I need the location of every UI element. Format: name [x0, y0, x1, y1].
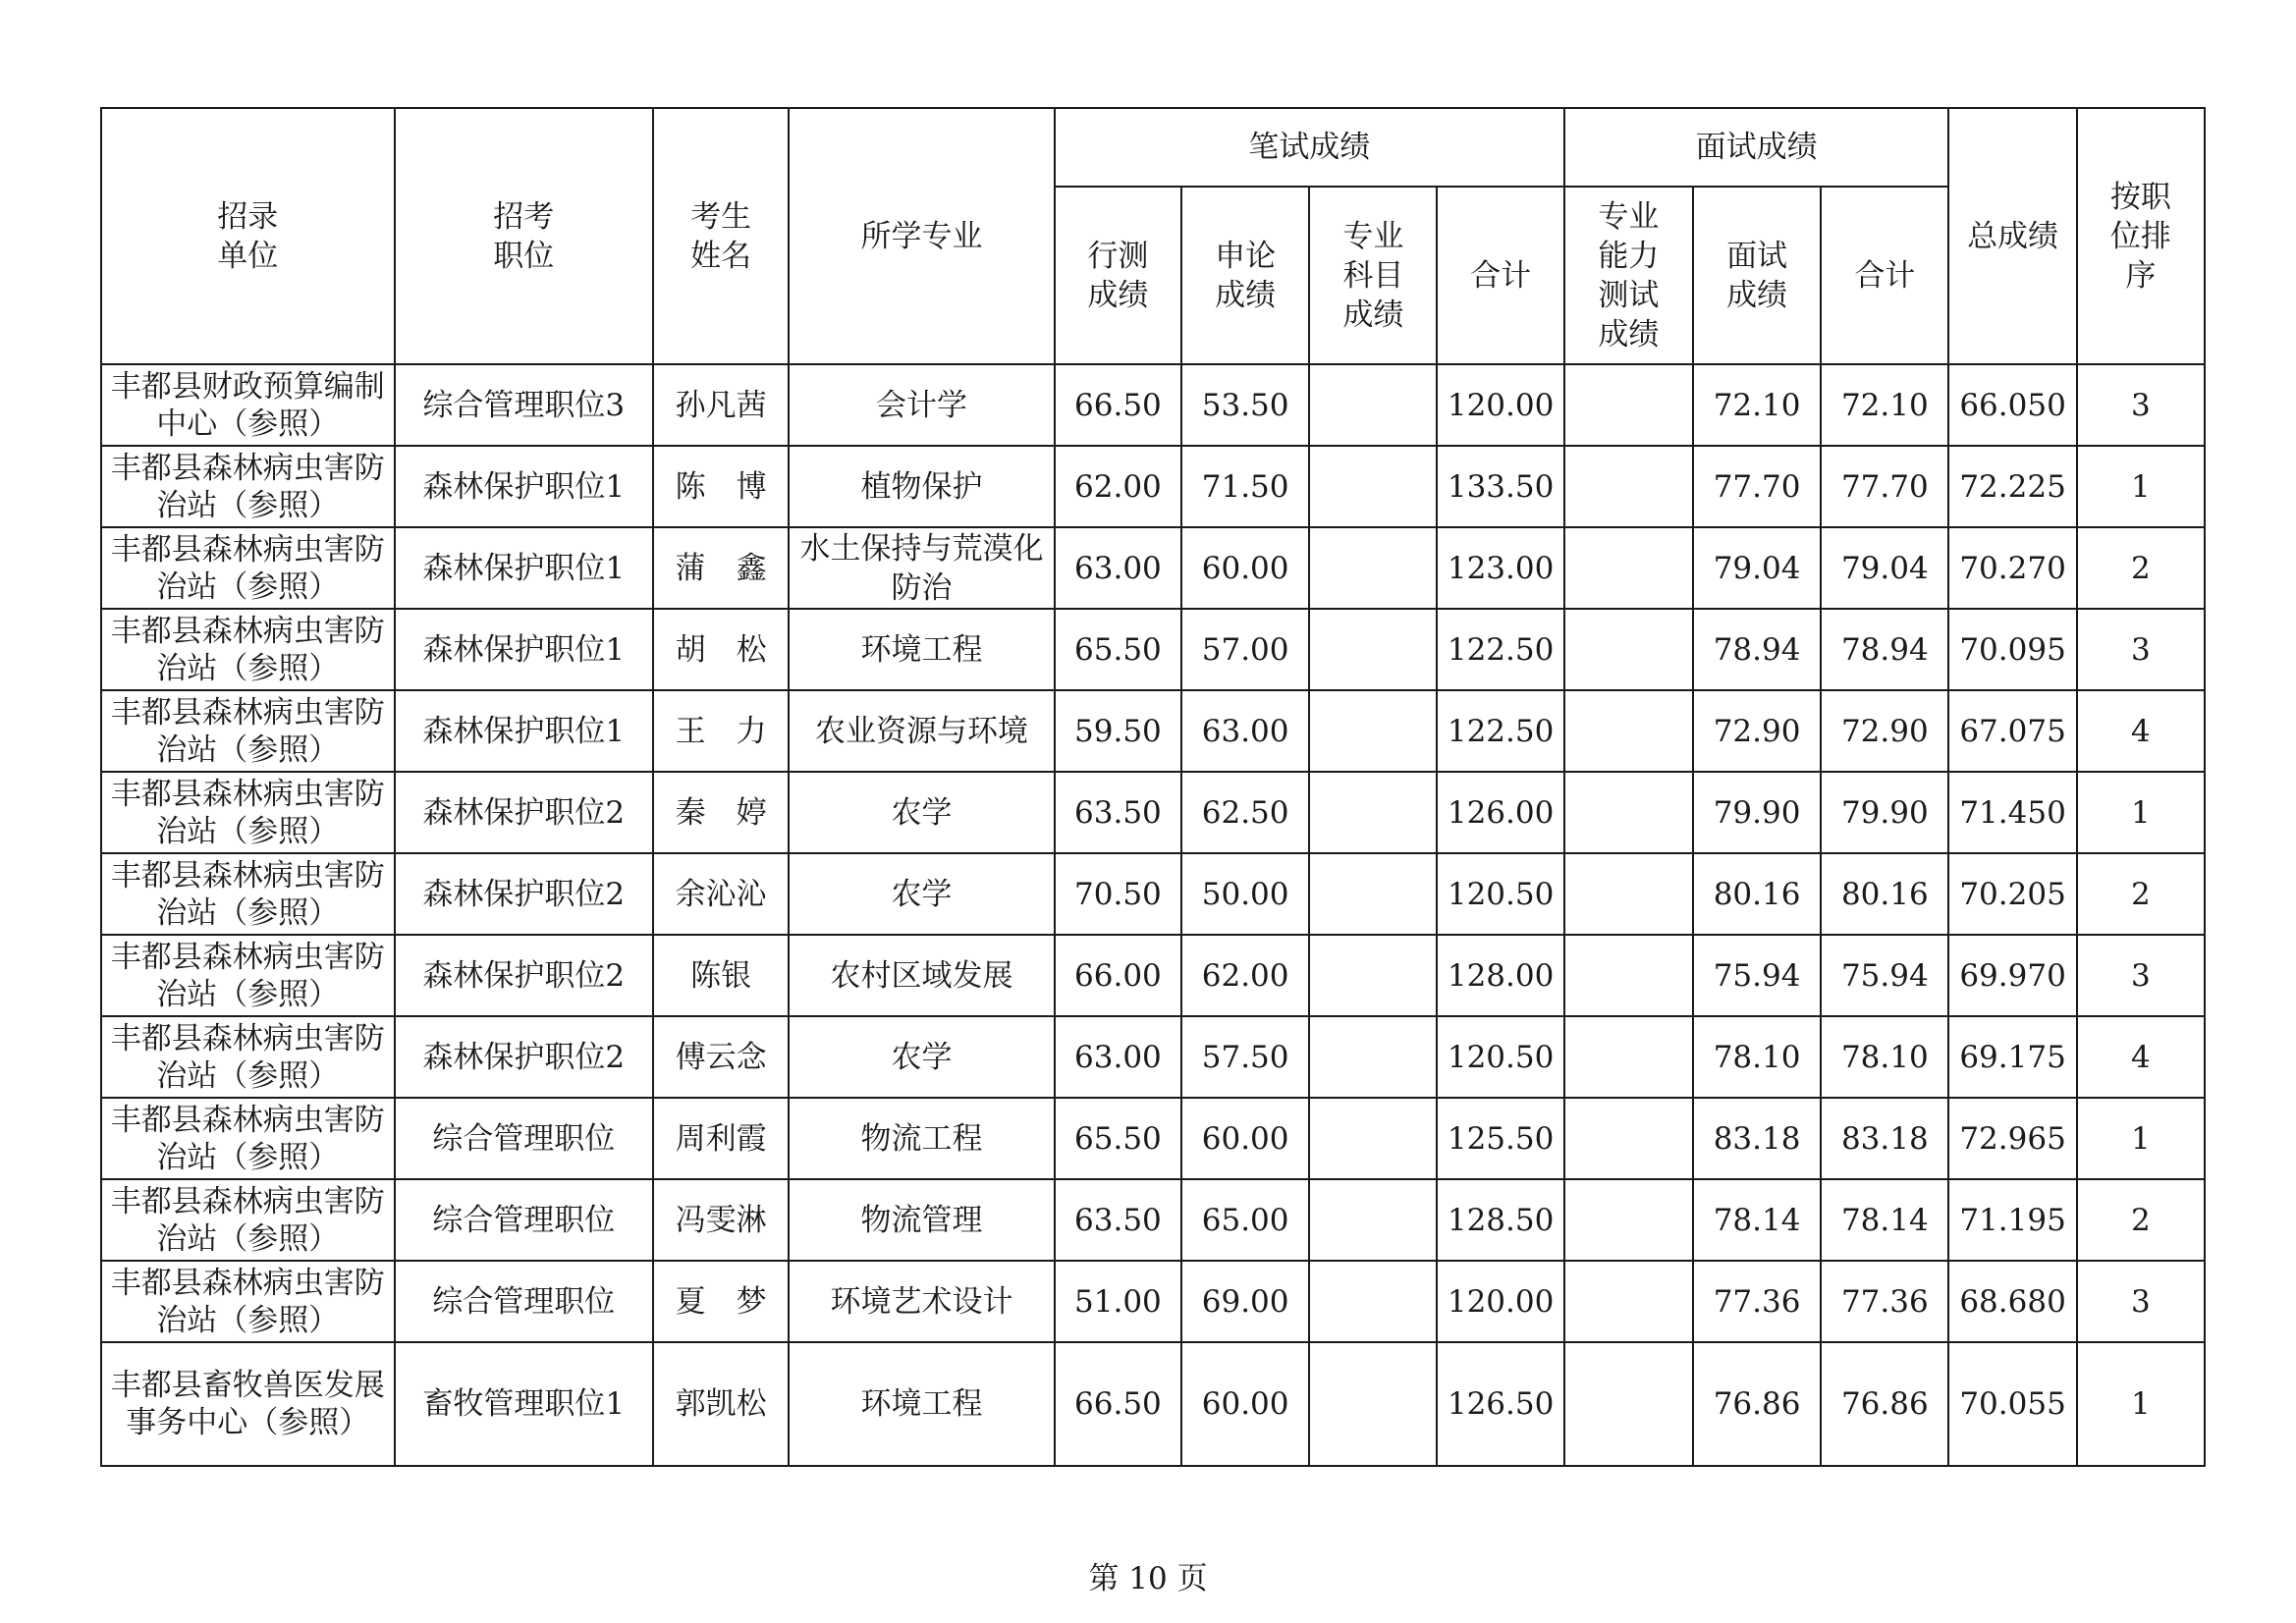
- table-row: [101, 853, 2205, 935]
- cell-interview-score: 72.10: [1693, 364, 1821, 446]
- cell-name: 孙凡茜: [653, 364, 789, 446]
- cell-interview-total: 78.14: [1821, 1179, 1948, 1261]
- header-rank: 按职 位排 序: [2077, 108, 2205, 364]
- cell-unit: 丰都县森林病虫害防治站（参照）: [101, 935, 395, 1016]
- cell-written-xc: 63.00: [1055, 527, 1181, 609]
- cell-major: 环境艺术设计: [789, 1261, 1055, 1342]
- cell-interview-score: 72.90: [1693, 690, 1821, 772]
- cell-written-xc: 66.50: [1055, 364, 1181, 446]
- cell-unit: 丰都县财政预算编制中心（参照）: [101, 364, 395, 446]
- cell-name: 夏 梦: [653, 1261, 789, 1342]
- cell-interview-total: 76.86: [1821, 1342, 1948, 1466]
- cell-overall: 72.225: [1948, 446, 2076, 527]
- cell-name: 周利霞: [653, 1098, 789, 1179]
- cell-overall: 66.050: [1948, 364, 2076, 446]
- cell-overall: 69.970: [1948, 935, 2076, 1016]
- cell-written-zy: [1309, 364, 1437, 446]
- cell-interview-score: 79.90: [1693, 772, 1821, 853]
- cell-interview-prof: [1564, 446, 1693, 527]
- cell-position: 森林保护职位2: [395, 853, 653, 935]
- cell-position: 森林保护职位2: [395, 772, 653, 853]
- header-written-zy: 专业 科目 成绩: [1309, 187, 1437, 364]
- cell-interview-total: 79.90: [1821, 772, 1948, 853]
- header-position: 招考 职位: [395, 108, 653, 364]
- cell-written-zy: [1309, 772, 1437, 853]
- cell-major: 农学: [789, 853, 1055, 935]
- cell-written-sl: 62.00: [1181, 935, 1309, 1016]
- score-table-body: [101, 364, 2205, 1466]
- cell-interview-score: 83.18: [1693, 1098, 1821, 1179]
- table-row: [101, 1179, 2205, 1261]
- cell-rank: 1: [2077, 1098, 2205, 1179]
- header-interview: 面试成绩: [1564, 108, 1949, 187]
- cell-written-xc: 66.00: [1055, 935, 1181, 1016]
- cell-interview-score: 77.36: [1693, 1261, 1821, 1342]
- cell-unit: 丰都县森林病虫害防治站（参照）: [101, 853, 395, 935]
- cell-position: 森林保护职位1: [395, 527, 653, 609]
- cell-unit: 丰都县森林病虫害防治站（参照）: [101, 1261, 395, 1342]
- cell-rank: 4: [2077, 690, 2205, 772]
- cell-written-total: 128.50: [1437, 1179, 1563, 1261]
- cell-interview-prof: [1564, 1016, 1693, 1098]
- cell-interview-total: 72.10: [1821, 364, 1948, 446]
- cell-written-sl: 60.00: [1181, 527, 1309, 609]
- cell-written-xc: 70.50: [1055, 853, 1181, 935]
- cell-major: 农村区域发展: [789, 935, 1055, 1016]
- cell-written-total: 128.00: [1437, 935, 1563, 1016]
- cell-overall: 67.075: [1948, 690, 2076, 772]
- cell-overall: 70.205: [1948, 853, 2076, 935]
- cell-major: 环境工程: [789, 1342, 1055, 1466]
- cell-name: 秦 婷: [653, 772, 789, 853]
- cell-written-sl: 60.00: [1181, 1342, 1309, 1466]
- table-row: [101, 1261, 2205, 1342]
- page-number: 第 10 页: [1088, 1561, 1208, 1596]
- cell-name: 余沁沁: [653, 853, 789, 935]
- cell-interview-prof: [1564, 364, 1693, 446]
- cell-major: 农业资源与环境: [789, 690, 1055, 772]
- cell-interview-total: 78.10: [1821, 1016, 1948, 1098]
- cell-written-total: 122.50: [1437, 609, 1563, 690]
- cell-overall: 69.175: [1948, 1016, 2076, 1098]
- cell-written-total: 123.00: [1437, 527, 1563, 609]
- cell-major: 环境工程: [789, 609, 1055, 690]
- cell-interview-prof: [1564, 1179, 1693, 1261]
- table-row: [101, 446, 2205, 527]
- cell-written-xc: 59.50: [1055, 690, 1181, 772]
- cell-interview-score: 79.04: [1693, 527, 1821, 609]
- cell-written-total: 120.50: [1437, 853, 1563, 935]
- cell-name: 傅云念: [653, 1016, 789, 1098]
- cell-unit: 丰都县森林病虫害防治站（参照）: [101, 690, 395, 772]
- cell-position: 森林保护职位2: [395, 1016, 653, 1098]
- cell-written-zy: [1309, 527, 1437, 609]
- table-row: [101, 690, 2205, 772]
- cell-written-zy: [1309, 1342, 1437, 1466]
- header-name: 考生 姓名: [653, 108, 789, 364]
- cell-interview-prof: [1564, 772, 1693, 853]
- cell-interview-score: 77.70: [1693, 446, 1821, 527]
- cell-rank: 3: [2077, 364, 2205, 446]
- cell-written-sl: 57.00: [1181, 609, 1309, 690]
- cell-rank: 3: [2077, 1261, 2205, 1342]
- cell-written-xc: 65.50: [1055, 1098, 1181, 1179]
- header-overall: 总成绩: [1948, 108, 2076, 364]
- cell-interview-total: 77.36: [1821, 1261, 1948, 1342]
- cell-name: 胡 松: [653, 609, 789, 690]
- table-row: [101, 935, 2205, 1016]
- cell-written-xc: 63.50: [1055, 772, 1181, 853]
- cell-written-sl: 60.00: [1181, 1098, 1309, 1179]
- cell-written-zy: [1309, 853, 1437, 935]
- cell-interview-total: 80.16: [1821, 853, 1948, 935]
- cell-unit: 丰都县畜牧兽医发展事务中心（参照）: [101, 1342, 395, 1466]
- cell-written-total: 133.50: [1437, 446, 1563, 527]
- cell-position: 森林保护职位1: [395, 609, 653, 690]
- cell-written-xc: 51.00: [1055, 1261, 1181, 1342]
- cell-name: 蒲 鑫: [653, 527, 789, 609]
- cell-written-sl: 53.50: [1181, 364, 1309, 446]
- cell-overall: 72.965: [1948, 1098, 2076, 1179]
- cell-rank: 1: [2077, 772, 2205, 853]
- cell-written-total: 120.00: [1437, 1261, 1563, 1342]
- cell-rank: 3: [2077, 609, 2205, 690]
- cell-rank: 2: [2077, 1179, 2205, 1261]
- cell-written-total: 126.00: [1437, 772, 1563, 853]
- cell-interview-score: 76.86: [1693, 1342, 1821, 1466]
- cell-written-zy: [1309, 1098, 1437, 1179]
- cell-written-sl: 63.00: [1181, 690, 1309, 772]
- cell-major: 物流工程: [789, 1098, 1055, 1179]
- cell-written-zy: [1309, 690, 1437, 772]
- cell-name: 陈银: [653, 935, 789, 1016]
- cell-interview-score: 78.10: [1693, 1016, 1821, 1098]
- cell-written-zy: [1309, 1261, 1437, 1342]
- cell-written-sl: 71.50: [1181, 446, 1309, 527]
- cell-written-xc: 63.50: [1055, 1179, 1181, 1261]
- cell-name: 冯雯淋: [653, 1179, 789, 1261]
- cell-written-total: 122.50: [1437, 690, 1563, 772]
- cell-major: 水土保持与荒漠化防治: [789, 527, 1055, 609]
- cell-rank: 4: [2077, 1016, 2205, 1098]
- cell-written-sl: 57.50: [1181, 1016, 1309, 1098]
- cell-written-zy: [1309, 935, 1437, 1016]
- header-written-sl: 申论 成绩: [1181, 187, 1309, 364]
- cell-written-zy: [1309, 1179, 1437, 1261]
- cell-position: 畜牧管理职位1: [395, 1342, 653, 1466]
- cell-written-total: 120.50: [1437, 1016, 1563, 1098]
- cell-written-xc: 65.50: [1055, 609, 1181, 690]
- cell-interview-prof: [1564, 527, 1693, 609]
- cell-major: 植物保护: [789, 446, 1055, 527]
- cell-written-zy: [1309, 609, 1437, 690]
- header-interview-score: 面试 成绩: [1693, 187, 1821, 364]
- header-interview-prof: 专业 能力 测试 成绩: [1564, 187, 1693, 364]
- cell-written-total: 120.00: [1437, 364, 1563, 446]
- cell-major: 会计学: [789, 364, 1055, 446]
- header-interview-total: 合计: [1821, 187, 1948, 364]
- cell-major: 农学: [789, 1016, 1055, 1098]
- cell-position: 综合管理职位: [395, 1098, 653, 1179]
- cell-unit: 丰都县森林病虫害防治站（参照）: [101, 1098, 395, 1179]
- cell-interview-total: 78.94: [1821, 609, 1948, 690]
- cell-overall: 70.270: [1948, 527, 2076, 609]
- cell-position: 综合管理职位: [395, 1179, 653, 1261]
- table-row: [101, 364, 2205, 446]
- cell-written-zy: [1309, 1016, 1437, 1098]
- header-written-xc: 行测 成绩: [1055, 187, 1181, 364]
- cell-interview-prof: [1564, 609, 1693, 690]
- cell-overall: 71.450: [1948, 772, 2076, 853]
- cell-written-xc: 62.00: [1055, 446, 1181, 527]
- cell-interview-score: 80.16: [1693, 853, 1821, 935]
- cell-written-sl: 69.00: [1181, 1261, 1309, 1342]
- header-written: 笔试成绩: [1055, 108, 1564, 187]
- table-row: [101, 772, 2205, 853]
- cell-written-total: 126.50: [1437, 1342, 1563, 1466]
- cell-interview-prof: [1564, 1261, 1693, 1342]
- cell-interview-prof: [1564, 853, 1693, 935]
- cell-major: 农学: [789, 772, 1055, 853]
- table-row: [101, 1098, 2205, 1179]
- cell-unit: 丰都县森林病虫害防治站（参照）: [101, 609, 395, 690]
- cell-name: 陈 博: [653, 446, 789, 527]
- table-row: [101, 527, 2205, 609]
- cell-interview-total: 77.70: [1821, 446, 1948, 527]
- cell-interview-prof: [1564, 1342, 1693, 1466]
- cell-written-sl: 65.00: [1181, 1179, 1309, 1261]
- cell-unit: 丰都县森林病虫害防治站（参照）: [101, 1016, 395, 1098]
- header-major: 所学专业: [789, 108, 1055, 364]
- cell-interview-total: 75.94: [1821, 935, 1948, 1016]
- cell-rank: 1: [2077, 1342, 2205, 1466]
- cell-position: 森林保护职位1: [395, 446, 653, 527]
- cell-overall: 68.680: [1948, 1261, 2076, 1342]
- score-table: [100, 107, 2206, 1467]
- cell-position: 综合管理职位3: [395, 364, 653, 446]
- cell-written-sl: 62.50: [1181, 772, 1309, 853]
- cell-unit: 丰都县森林病虫害防治站（参照）: [101, 446, 395, 527]
- cell-position: 森林保护职位2: [395, 935, 653, 1016]
- cell-interview-score: 78.94: [1693, 609, 1821, 690]
- cell-written-sl: 50.00: [1181, 853, 1309, 935]
- table-row: [101, 1342, 2205, 1466]
- cell-interview-prof: [1564, 690, 1693, 772]
- cell-interview-prof: [1564, 935, 1693, 1016]
- cell-written-xc: 66.50: [1055, 1342, 1181, 1466]
- cell-position: 综合管理职位: [395, 1261, 653, 1342]
- cell-unit: 丰都县森林病虫害防治站（参照）: [101, 1179, 395, 1261]
- table-row: [101, 1016, 2205, 1098]
- header-row-1: [101, 108, 2205, 187]
- cell-position: 森林保护职位1: [395, 690, 653, 772]
- cell-overall: 70.095: [1948, 609, 2076, 690]
- cell-written-total: 125.50: [1437, 1098, 1563, 1179]
- cell-interview-total: 72.90: [1821, 690, 1948, 772]
- cell-interview-score: 78.14: [1693, 1179, 1821, 1261]
- table-row: [101, 609, 2205, 690]
- cell-rank: 1: [2077, 446, 2205, 527]
- cell-rank: 2: [2077, 527, 2205, 609]
- cell-unit: 丰都县森林病虫害防治站（参照）: [101, 772, 395, 853]
- cell-rank: 2: [2077, 853, 2205, 935]
- cell-name: 王 力: [653, 690, 789, 772]
- cell-interview-total: 79.04: [1821, 527, 1948, 609]
- cell-interview-prof: [1564, 1098, 1693, 1179]
- cell-rank: 3: [2077, 935, 2205, 1016]
- cell-written-zy: [1309, 446, 1437, 527]
- cell-interview-score: 75.94: [1693, 935, 1821, 1016]
- cell-interview-total: 83.18: [1821, 1098, 1948, 1179]
- cell-name: 郭凯松: [653, 1342, 789, 1466]
- cell-overall: 71.195: [1948, 1179, 2076, 1261]
- cell-written-xc: 63.00: [1055, 1016, 1181, 1098]
- header-written-total: 合计: [1437, 187, 1563, 364]
- cell-unit: 丰都县森林病虫害防治站（参照）: [101, 527, 395, 609]
- cell-overall: 70.055: [1948, 1342, 2076, 1466]
- cell-major: 物流管理: [789, 1179, 1055, 1261]
- header-unit: 招录 单位: [101, 108, 395, 364]
